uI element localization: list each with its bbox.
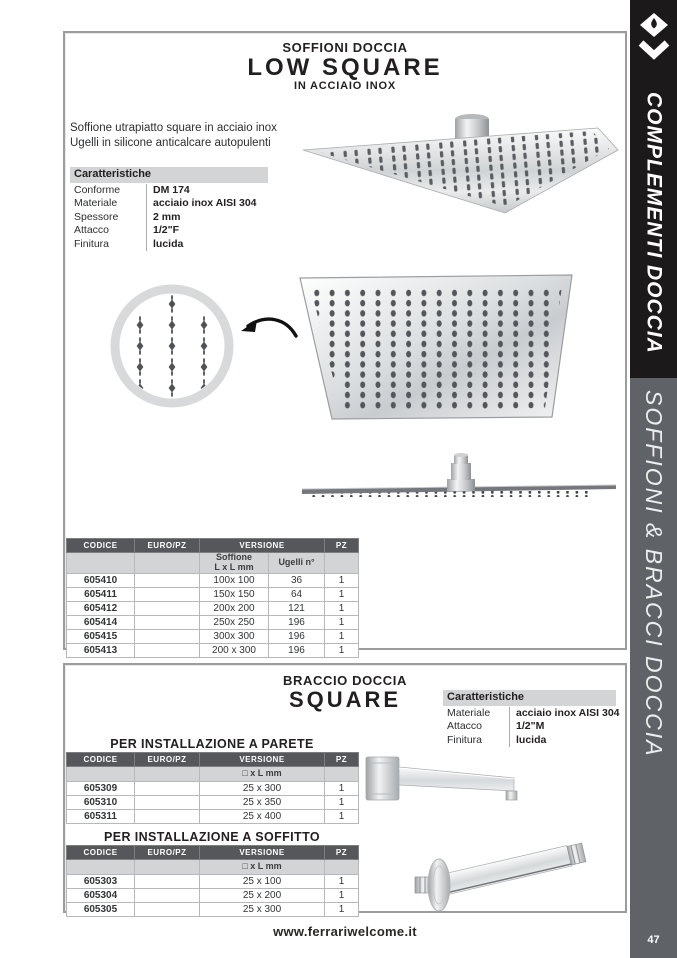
cell-versione: 200x 200 [200, 602, 269, 616]
characteristics-table [443, 690, 620, 747]
section2-title: SQUARE [288, 687, 402, 712]
col-versione: VERSIONE [200, 846, 325, 860]
footer-url[interactable]: www.ferrariwelcome.it [273, 924, 417, 939]
characteristic-row [443, 706, 620, 721]
subcol-ugelli: Ugelli n° [269, 553, 325, 574]
cell-pz: 1 [325, 574, 359, 588]
cell-codice: 605410 [67, 574, 135, 588]
cell-versione: 250x 250 [200, 616, 269, 630]
characteristic-row [70, 184, 268, 198]
cell-pz: 1 [325, 644, 359, 658]
cell-versione: 25 x 400 [200, 810, 325, 824]
characteristic-value: acciaio inox AISI 304 [509, 707, 620, 721]
cell-euro [135, 602, 200, 616]
characteristic-label: Finitura [447, 733, 483, 746]
brand-logo-icon [630, 12, 677, 66]
cell-codice: 605411 [67, 588, 135, 602]
table-row [67, 889, 359, 903]
cell-codice: 605413 [67, 644, 135, 658]
product-description [70, 121, 277, 151]
cell-codice: 605303 [67, 875, 135, 889]
col-pz: PZ [325, 539, 359, 553]
col-euro: EURO/PZ [135, 539, 200, 553]
section2-kicker: BRACCIO DOCCIA [283, 673, 407, 688]
col-codice: CODICE [67, 846, 135, 860]
curved-arrow-icon [241, 319, 296, 336]
cell-euro [135, 574, 200, 588]
soffitto-title: PER INSTALLAZIONE A SOFFITTO [103, 830, 321, 844]
cell-codice: 605311 [67, 810, 135, 824]
cell-ugelli: 36 [269, 574, 325, 588]
table-row [67, 644, 359, 658]
description-line: Ugelli in silicone anticalcare autopulenti [70, 137, 271, 149]
table-header-row [67, 539, 359, 553]
section-low-square [63, 31, 627, 656]
cell-euro [135, 810, 200, 824]
sidebar-category-label: COMPLEMENTI DOCCIA [642, 92, 666, 354]
cell-codice: 605414 [67, 616, 135, 630]
parete-title: PER INSTALLAZIONE A PARETE [110, 737, 314, 751]
cell-pz: 1 [325, 875, 359, 889]
cell-euro [135, 588, 200, 602]
nozzle-detail-lens [110, 289, 235, 418]
table-subheader-row [67, 860, 359, 875]
characteristic-row [443, 720, 616, 734]
col-versione: VERSIONE [200, 539, 325, 553]
characteristic-label: Materiale [74, 197, 118, 209]
cell-versione: 100x 100 [200, 574, 269, 588]
characteristic-label: Conforme [74, 183, 121, 196]
table-subheader-row [67, 553, 359, 574]
table-row [67, 588, 359, 602]
cell-ugelli: 196 [269, 644, 325, 658]
col-pz: PZ [325, 846, 359, 860]
section-braccio-square [63, 663, 627, 913]
table-row [67, 903, 359, 917]
subcol-soffione: Soffione L x L mm [200, 553, 269, 574]
section1-header [65, 40, 625, 92]
characteristic-value: lucida [146, 238, 183, 252]
cell-versione: 300x 300 [200, 630, 269, 644]
description-line: Soffione utrapiatto square in acciaio inox [70, 122, 277, 134]
cell-pz: 1 [325, 602, 359, 616]
cell-euro [135, 630, 200, 644]
characteristic-row [443, 734, 616, 748]
size-table-soffioni [66, 538, 359, 658]
table-row [67, 630, 359, 644]
characteristic-row [70, 238, 268, 252]
characteristic-value: 2 mm [146, 211, 180, 225]
cell-euro [135, 782, 200, 796]
cell-ugelli: 196 [269, 616, 325, 630]
table-header-row [67, 753, 359, 767]
cell-pz: 1 [325, 903, 359, 917]
cell-codice: 605310 [67, 796, 135, 810]
cell-codice: 605309 [67, 782, 135, 796]
subcol-versione: □ x L mm [200, 860, 325, 875]
table-row [67, 574, 359, 588]
cell-pz: 1 [325, 810, 359, 824]
characteristic-value: 1/2"M [509, 720, 544, 734]
cell-codice: 605304 [67, 889, 135, 903]
ceiling-arm-image [415, 842, 586, 911]
cell-euro [135, 644, 200, 658]
cell-ugelli: 121 [269, 602, 325, 616]
subcol-versione: □ x L mm [200, 767, 325, 782]
size-table-parete [66, 752, 359, 824]
cell-codice: 605305 [67, 903, 135, 917]
table-row [67, 602, 359, 616]
cell-versione: 25 x 100 [200, 875, 325, 889]
characteristics-table [70, 167, 268, 251]
col-pz: PZ [325, 753, 359, 767]
section1-title: LOW SQUARE [247, 54, 443, 81]
table-row [67, 782, 359, 796]
cell-versione: 25 x 300 [200, 782, 325, 796]
col-codice: CODICE [67, 753, 135, 767]
characteristic-row [70, 211, 268, 225]
cell-versione: 25 x 300 [200, 903, 325, 917]
characteristics-title: Caratteristiche [70, 167, 268, 183]
section1-subtitle: IN ACCIAIO INOX [293, 80, 397, 93]
cell-ugelli: 64 [269, 588, 325, 602]
sidebar-subcategory-band [630, 378, 677, 958]
table-subheader-row [67, 767, 359, 782]
cell-codice: 605412 [67, 602, 135, 616]
characteristic-value: 1/2"F [146, 224, 179, 238]
cell-pz: 1 [325, 782, 359, 796]
characteristic-value: DM 174 [146, 184, 190, 198]
table-row [67, 796, 359, 810]
cell-euro [135, 796, 200, 810]
cell-pz: 1 [325, 796, 359, 810]
characteristic-label: Attacco [74, 224, 110, 236]
characteristics-title: Caratteristiche [443, 690, 616, 706]
cell-euro [135, 903, 200, 917]
showerhead-side-image [302, 453, 616, 497]
cell-versione: 25 x 200 [200, 889, 325, 903]
characteristic-value: lucida [509, 734, 546, 748]
cell-euro [135, 889, 200, 903]
characteristic-value: acciaio inox AISI 304 [146, 197, 257, 211]
table-row [67, 875, 359, 889]
cell-pz: 1 [325, 616, 359, 630]
cell-pz: 1 [325, 588, 359, 602]
col-versione: VERSIONE [200, 753, 325, 767]
sidebar-subcategory-label: SOFFIONI & BRACCI DOCCIA [641, 390, 667, 758]
page-number: 47 [647, 934, 660, 946]
cell-euro [135, 616, 200, 630]
cell-pz: 1 [325, 630, 359, 644]
characteristic-row [70, 224, 268, 238]
table-row [67, 616, 359, 630]
wall-arm-image [366, 757, 517, 800]
cell-versione: 25 x 350 [200, 796, 325, 810]
col-euro: EURO/PZ [135, 753, 200, 767]
col-euro: EURO/PZ [135, 846, 200, 860]
cell-ugelli: 196 [269, 630, 325, 644]
characteristic-label: Spessore [74, 210, 119, 223]
characteristic-label: Attacco [447, 720, 483, 732]
cell-versione: 150x 150 [200, 588, 269, 602]
section1-kicker: SOFFIONI DOCCIA [282, 40, 408, 55]
table-row [67, 810, 359, 824]
characteristic-label: Materiale [447, 706, 491, 719]
col-codice: CODICE [67, 539, 135, 553]
table-header-row [67, 846, 359, 860]
showerhead-angled-image [303, 114, 618, 213]
cell-pz: 1 [325, 889, 359, 903]
showerhead-face-image [300, 275, 572, 419]
cell-euro [135, 875, 200, 889]
characteristic-row [70, 197, 268, 211]
sidebar-category-band [630, 0, 677, 378]
characteristic-label: Finitura [74, 237, 110, 250]
cell-versione: 200 x 300 [200, 644, 269, 658]
cell-codice: 605415 [67, 630, 135, 644]
size-table-soffitto [66, 845, 359, 917]
